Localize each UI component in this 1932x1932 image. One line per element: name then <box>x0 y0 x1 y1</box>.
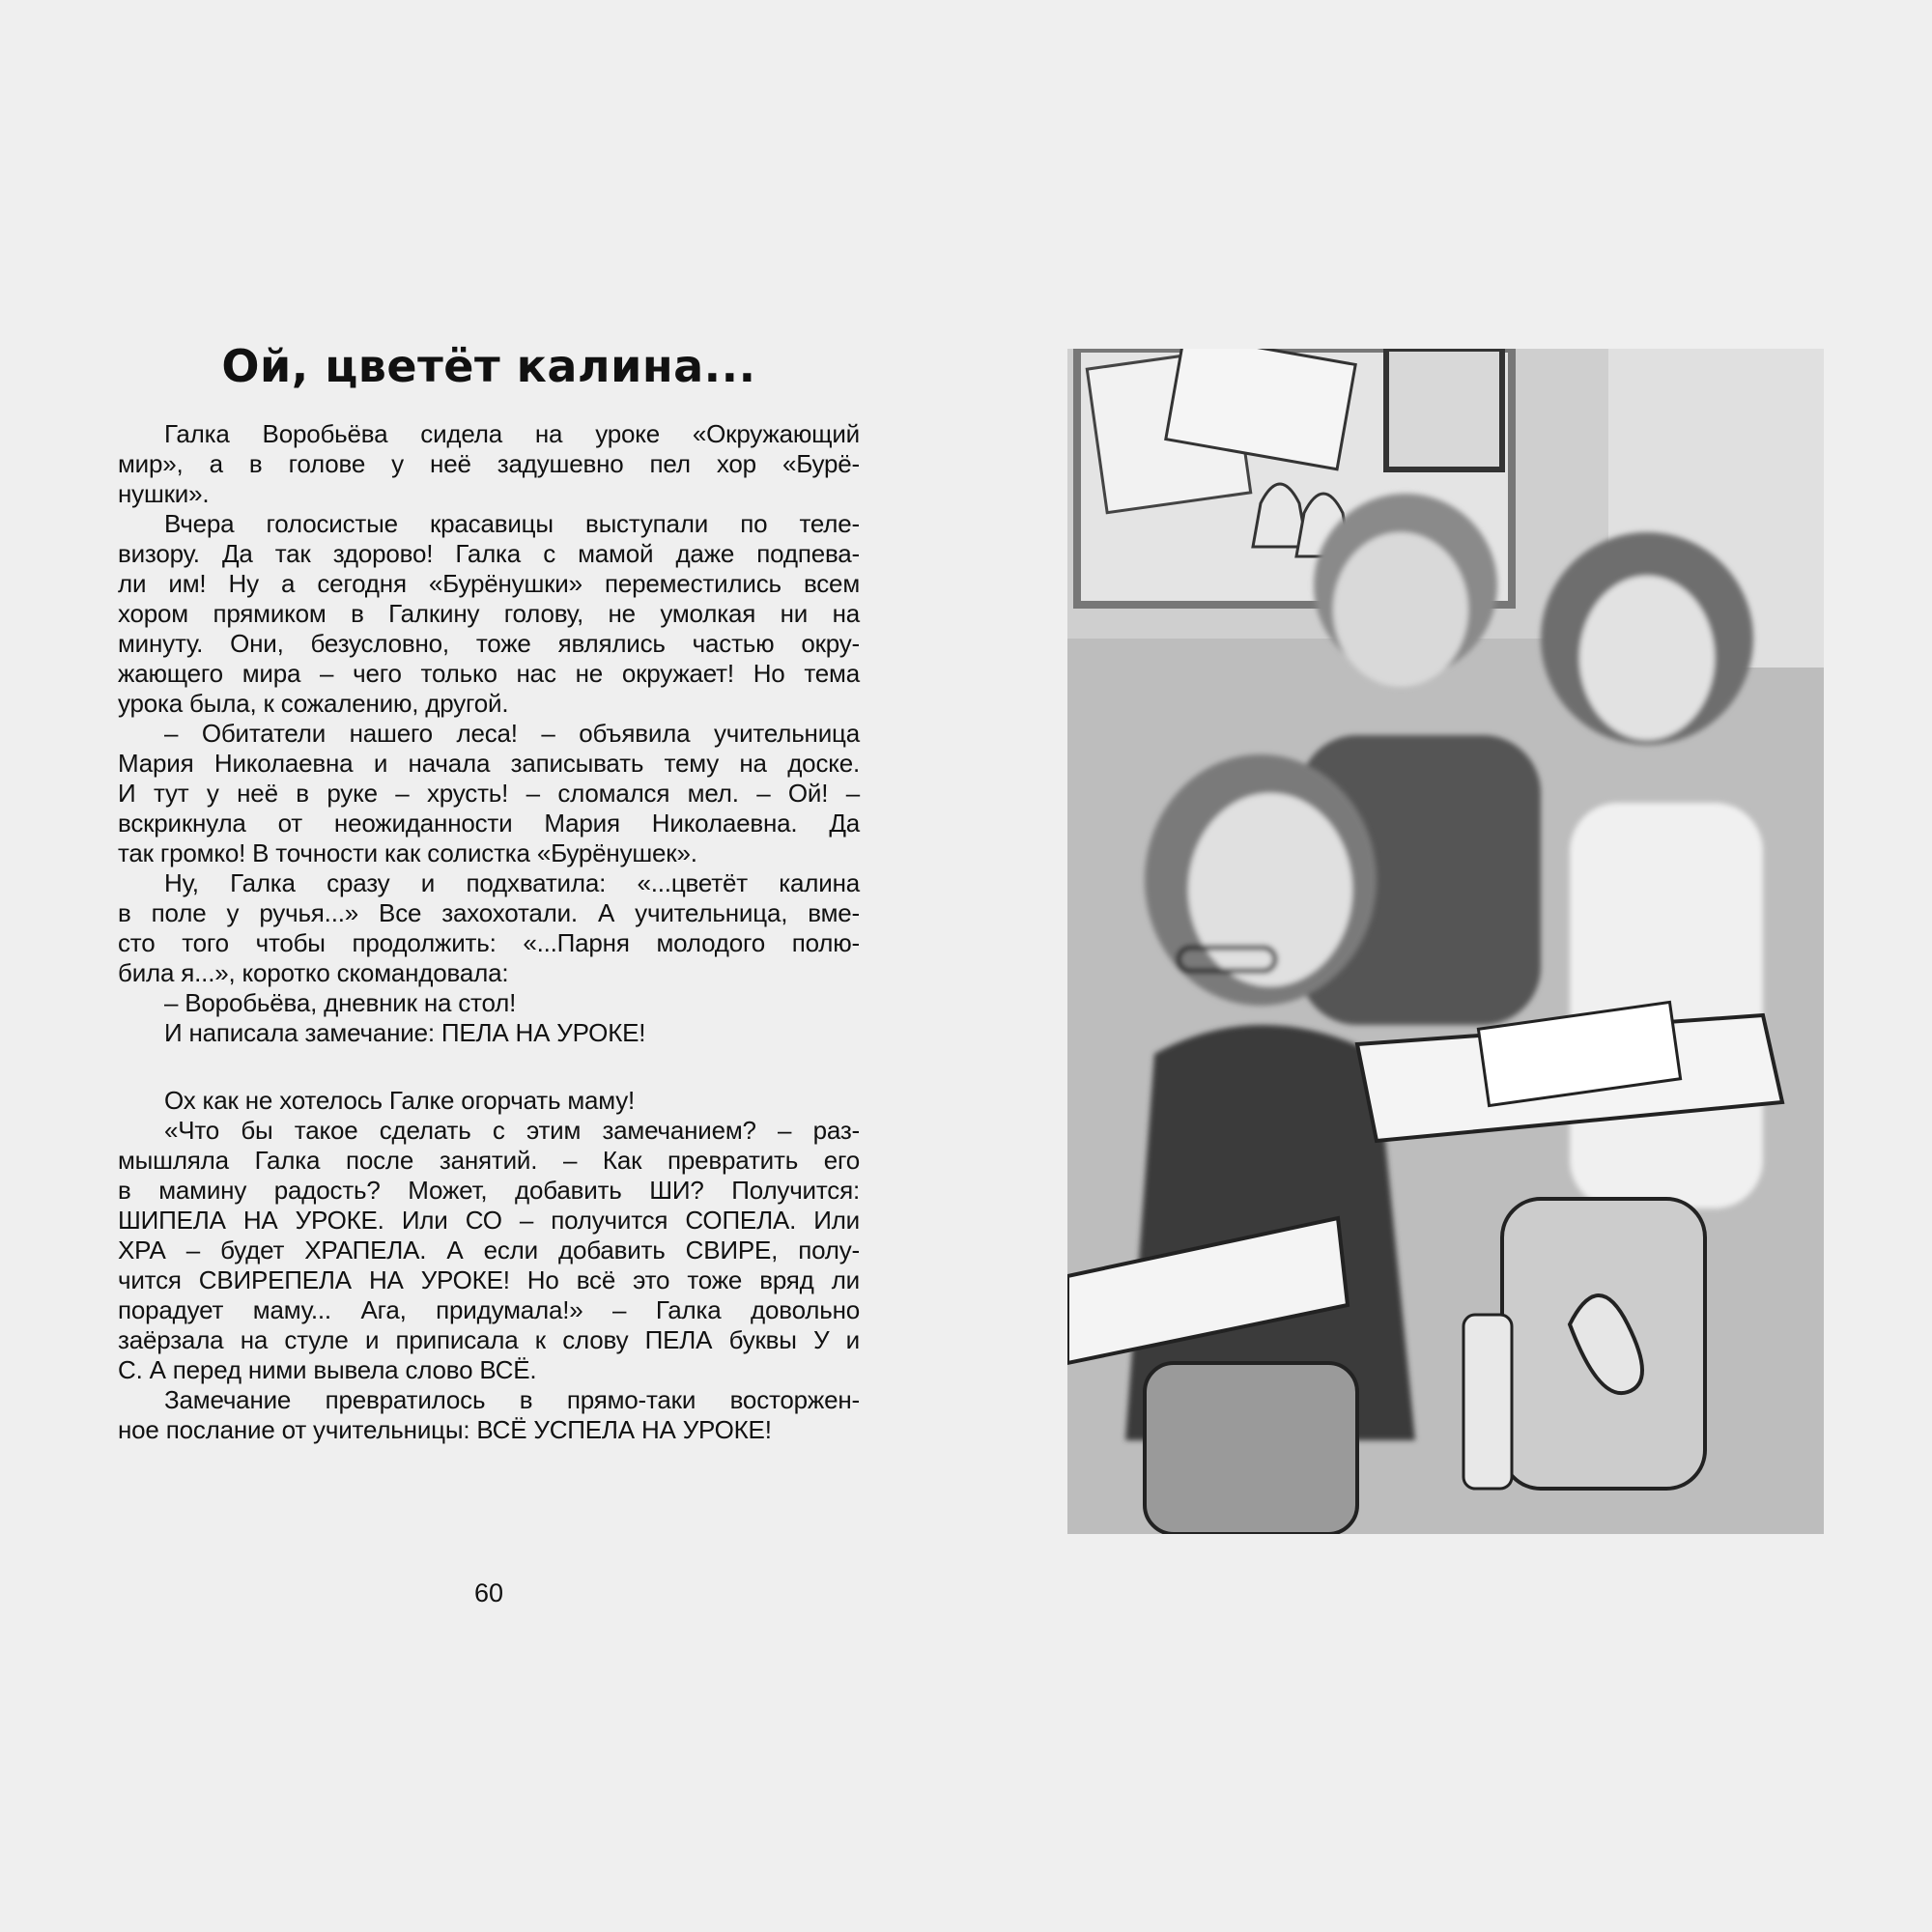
text-line: ли им! Ну а сегодня «Бурёнушки» переместились всем <box>118 569 860 598</box>
text-line: в поле у ручья...» Все захохотали. А учительница, вме- <box>118 898 860 927</box>
text-line: порадует маму... Ага, придумала!» – Галка довольно <box>118 1295 860 1324</box>
text-line: Вчера голосистые красавицы выступали по теле- <box>164 509 860 538</box>
text-line: минуту. Они, безусловно, тоже являлись частью окру- <box>118 629 860 658</box>
text-line: «Что бы такое сделать с этим замечанием? – раз- <box>164 1116 860 1145</box>
text-line: сто того чтобы продолжить: «...Парня молодого полю- <box>118 928 860 957</box>
text-line: урока была, к сожалению, другой. <box>118 689 509 718</box>
text-line: Замечание превратилось в прямо-таки восторжен- <box>164 1385 860 1414</box>
text-line: ШИПЕЛА НА УРОКЕ. Или СО – получится СОПЕЛА. Или <box>118 1206 860 1235</box>
text-line: Галка Воробьёва сидела на уроке «Окружающий <box>164 419 860 448</box>
text-line: – Обитатели нашего леса! – объявила учительница <box>164 719 860 748</box>
section-break <box>118 1048 860 1086</box>
text-line: била я...», коротко скомандовала: <box>118 958 509 987</box>
text-line: чится СВИРЕПЕЛА НА УРОКЕ! Но всё это тоже вряд ли <box>118 1265 860 1294</box>
text-line: визору. Да так здорово! Галка с мамой даже подпева- <box>118 539 860 568</box>
page-number: 60 <box>473 1578 504 1607</box>
text-line: ное послание от учительницы: ВСЁ УСПЕЛА НА УРОКЕ! <box>118 1415 772 1444</box>
text-line: С. А перед ними вывела слово ВСЁ. <box>118 1355 537 1384</box>
text-line: И тут у неё в руке – хрусть! – сломался мел. – Ой! – <box>118 779 860 808</box>
chapter-title: Ой, цветёт калина... <box>221 340 756 392</box>
text-line: хором прямиком в Галкину голову, не умолкая ни на <box>118 599 860 628</box>
text-line: Мария Николаевна и начала записывать тему на доске. <box>118 749 860 778</box>
text-line: в мамину радость? Может, добавить ШИ? Получится: <box>118 1176 860 1205</box>
text-line: вскрикнула от неожиданности Мария Николаевна. Да <box>118 809 860 838</box>
story-text <box>118 419 860 1445</box>
text-line: – Воробьёва, дневник на стол! <box>164 988 517 1017</box>
text-line: ХРА – будет ХРАПЕЛА. А если добавить СВИРЕ, полу- <box>118 1236 860 1264</box>
text-line: так громко! В точности как солистка «Бурёнушек». <box>118 838 697 867</box>
text-line: Ох как не хотелось Галке огорчать маму! <box>164 1086 636 1115</box>
text-line: мышляла Галка после занятий. – Как превратить его <box>118 1146 860 1175</box>
classroom-illustration <box>1067 349 1824 1534</box>
text-line: Ну, Галка сразу и подхватила: «...цветёт калина <box>164 868 860 897</box>
water-bottle <box>1463 1315 1512 1489</box>
text-line: заёрзала на стуле и приписала к слову ПЕЛА буквы У и <box>118 1325 860 1354</box>
text-line: нушки». <box>118 479 210 508</box>
text-line: жающего мира – чего только нас не окружает! Но тема <box>118 659 860 688</box>
picture-frame <box>1386 349 1502 469</box>
text-line: И написала замечание: ПЕЛА НА УРОКЕ! <box>164 1018 646 1047</box>
text-line: мир», а в голове у неё задушевно пел хор «Бурё- <box>118 449 860 478</box>
